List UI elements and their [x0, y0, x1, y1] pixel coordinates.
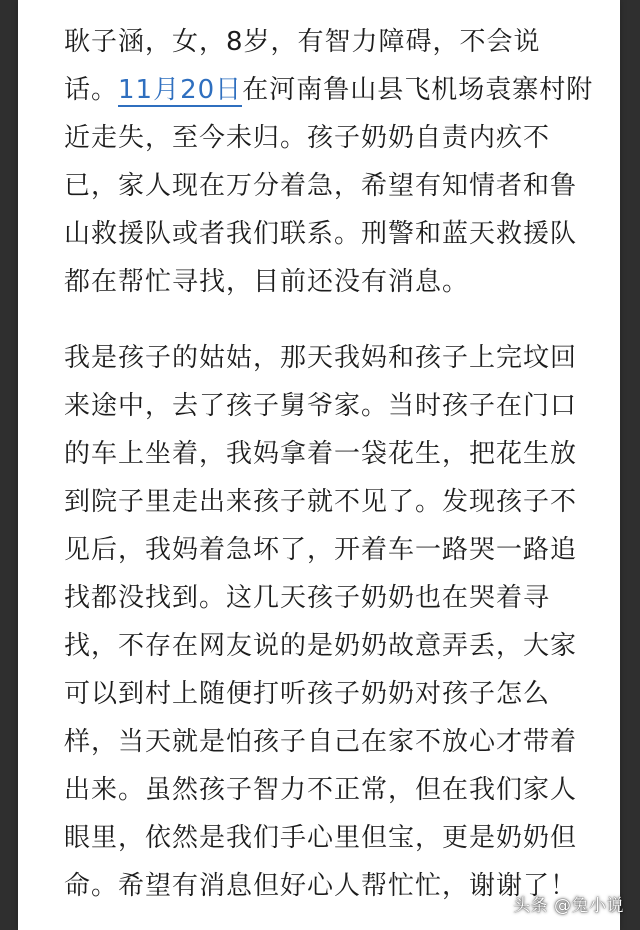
post-paragraph-2 — [64, 334, 624, 910]
paragraph-2-line: 样，当天就是怕孩子自己在家不放心才带着 — [64, 727, 578, 757]
line-2-prefix: 话。 — [64, 75, 119, 105]
line-2-suffix: 在河南鲁山县飞机场袁寨村附 — [242, 75, 594, 105]
paragraph-1-line-4: 已，家人现在万分着急，希望有知情者和鲁 — [64, 171, 578, 201]
paragraph-1-line-5: 山救援队或者我们联系。刑警和蓝天救援队 — [64, 219, 578, 249]
paragraph-2-line: 找，不存在网友说的是奶奶故意弄丢，大家 — [64, 631, 578, 661]
paragraph-2-line: 的车上坐着，我妈拿着一袋花生，把花生放 — [64, 439, 578, 469]
paragraph-2-line: 我是孩子的姑姑，那天我妈和孩子上完坟回 — [64, 343, 578, 373]
paragraph-2-line: 可以到村上随便打听孩子奶奶对孩子怎么 — [64, 679, 551, 709]
paragraph-1-line-1: 耿子涵，女，8岁，有智力障碍，不会说 — [64, 27, 541, 57]
date-link[interactable]: 11月20日 — [118, 75, 243, 105]
paragraph-2-line: 出来。虽然孩子智力不正常，但在我们家人 — [64, 775, 578, 805]
paragraph-1-line-6: 都在帮忙寻找，目前还没有消息。 — [64, 267, 470, 297]
post-paragraph-1 — [64, 18, 624, 306]
paragraph-2-line: 命。希望有消息但好心人帮忙忙，谢谢了！ — [64, 871, 578, 901]
paragraph-2-line: 眼里，依然是我们手心里但宝，更是奶奶但 — [64, 823, 578, 853]
paragraph-1-line-3: 近走失，至今未归。孩子奶奶自责内疚不 — [64, 123, 551, 153]
paragraph-2-line: 找都没找到。这几天孩子奶奶也在哭着寻 — [64, 583, 551, 613]
paragraph-2-line: 到院子里走出来孩子就不见了。发现孩子不 — [64, 487, 578, 517]
source-watermark: 头条 @兔小说 — [513, 896, 624, 916]
paragraph-2-line: 见后，我妈着急坏了，开着车一路哭一路追 — [64, 535, 578, 565]
post-content-area — [18, 0, 620, 930]
paragraph-2-line: 来途中，去了孩子舅爷家。当时孩子在门口 — [64, 391, 578, 421]
paragraph-1-line-2 — [64, 66, 624, 114]
